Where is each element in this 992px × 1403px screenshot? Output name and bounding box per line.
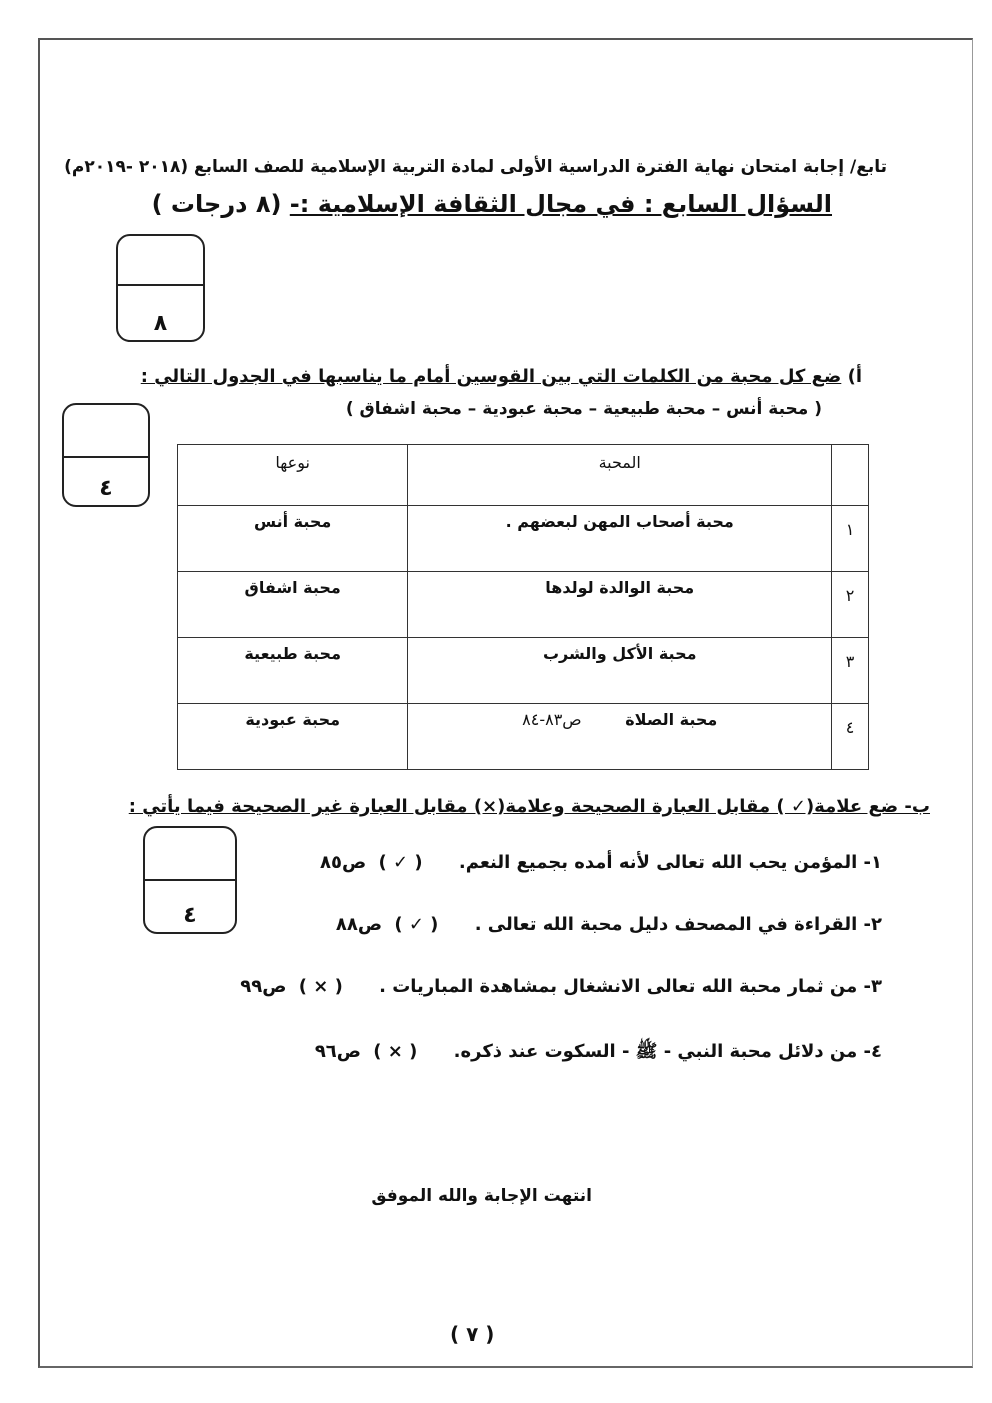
part-a-instruction	[141, 366, 862, 387]
table-header-row	[178, 445, 869, 506]
part-a-instruction-text: ضع كل محبة من الكلمات التي بين القوسين أمام ما يناسبها في الجدول التالي :	[140, 366, 842, 387]
part-b-score-box	[143, 826, 237, 934]
statement-text: ٤- من دلائل محبة النبي - ﷺ - السكوت عند ذكره.	[453, 1041, 882, 1062]
table-row	[178, 638, 869, 704]
table-row	[178, 506, 869, 572]
section-marks: (٨ درجات )	[151, 190, 282, 218]
statement-item	[320, 852, 882, 873]
table-row	[178, 704, 869, 770]
exam-header: تابع/ إجابة امتحان نهاية الفترة الدراسية الأولى لمادة التربية الإسلامية للصف السابع (٢٠١٨ -٢٠١٩م)	[64, 157, 887, 177]
section-title	[152, 190, 832, 218]
statement-item	[240, 976, 882, 997]
row-love-text: محبة الصلاة	[625, 710, 718, 729]
statement-text: ٣- من ثمار محبة الله تعالى الانشغال بمشاهدة المباريات .	[379, 976, 882, 997]
statement-page-ref: ص٩٦	[314, 1041, 362, 1062]
statement-page-ref: ص٨٨	[335, 914, 383, 935]
row-love: محبة الأكل والشرب	[408, 638, 832, 704]
header-love: المحبة	[408, 445, 832, 506]
row-love: محبة الوالدة لولدها	[408, 572, 832, 638]
statement-text: ١- المؤمن يحب الله تعالى لأنه أمده بجميع النعم.	[458, 852, 882, 873]
row-type-answer: محبة اشفاق	[178, 572, 408, 638]
part-a-score-box	[62, 403, 150, 507]
part-b-instruction: ب- ضع علامة(✓ ) مقابل العبارة الصحيحة وعلامة(×) مقابل العبارة غير الصحيحة فيما يأتي :	[128, 796, 930, 817]
row-number: ١	[832, 506, 869, 572]
statement-answer: ( × )	[373, 1041, 418, 1062]
total-score-value: ٨	[153, 311, 168, 336]
row-number: ٤	[832, 704, 869, 770]
statement-item	[336, 914, 882, 935]
header-type: نوعها	[178, 445, 408, 506]
total-score-box	[116, 234, 205, 342]
page-number: ( ٧ )	[450, 1322, 495, 1346]
row-number: ٢	[832, 572, 869, 638]
statement-answer: ( ✓ )	[378, 852, 423, 873]
statement-page-ref: ص٨٥	[320, 852, 367, 873]
love-types-table	[177, 444, 869, 770]
row-love: محبة أصحاب المهن لبعضهم .	[408, 506, 832, 572]
part-a-score-value: ٤	[99, 476, 113, 501]
statement-item	[315, 1040, 882, 1066]
table-row	[178, 572, 869, 638]
statement-text: ٢- القراءة في المصحف دليل محبة الله تعالى .	[474, 914, 882, 935]
closing-note: انتهت الإجابة والله الموفق	[371, 1186, 592, 1206]
part-b-score-value: ٤	[183, 903, 197, 928]
row-number: ٣	[832, 638, 869, 704]
statement-answer: ( ✓ )	[394, 914, 439, 935]
row-page-ref: ص٨٣-٨٤	[522, 710, 582, 729]
statement-page-ref: ص٩٩	[240, 976, 287, 997]
section-title-text: السؤال السابع : في مجال الثقافة الإسلامية :-	[289, 190, 832, 218]
part-a-label: أ)	[847, 366, 862, 387]
row-love	[408, 704, 832, 770]
statement-answer: ( × )	[298, 976, 343, 997]
row-type-answer: محبة عبودية	[178, 704, 408, 770]
row-type-answer: محبة أنس	[178, 506, 408, 572]
word-bank: ( محبة أنس – محبة طبيعية – محبة عبودية – محبة اشفاق )	[345, 399, 822, 419]
row-type-answer: محبة طبيعية	[178, 638, 408, 704]
header-num-cell	[832, 445, 869, 506]
